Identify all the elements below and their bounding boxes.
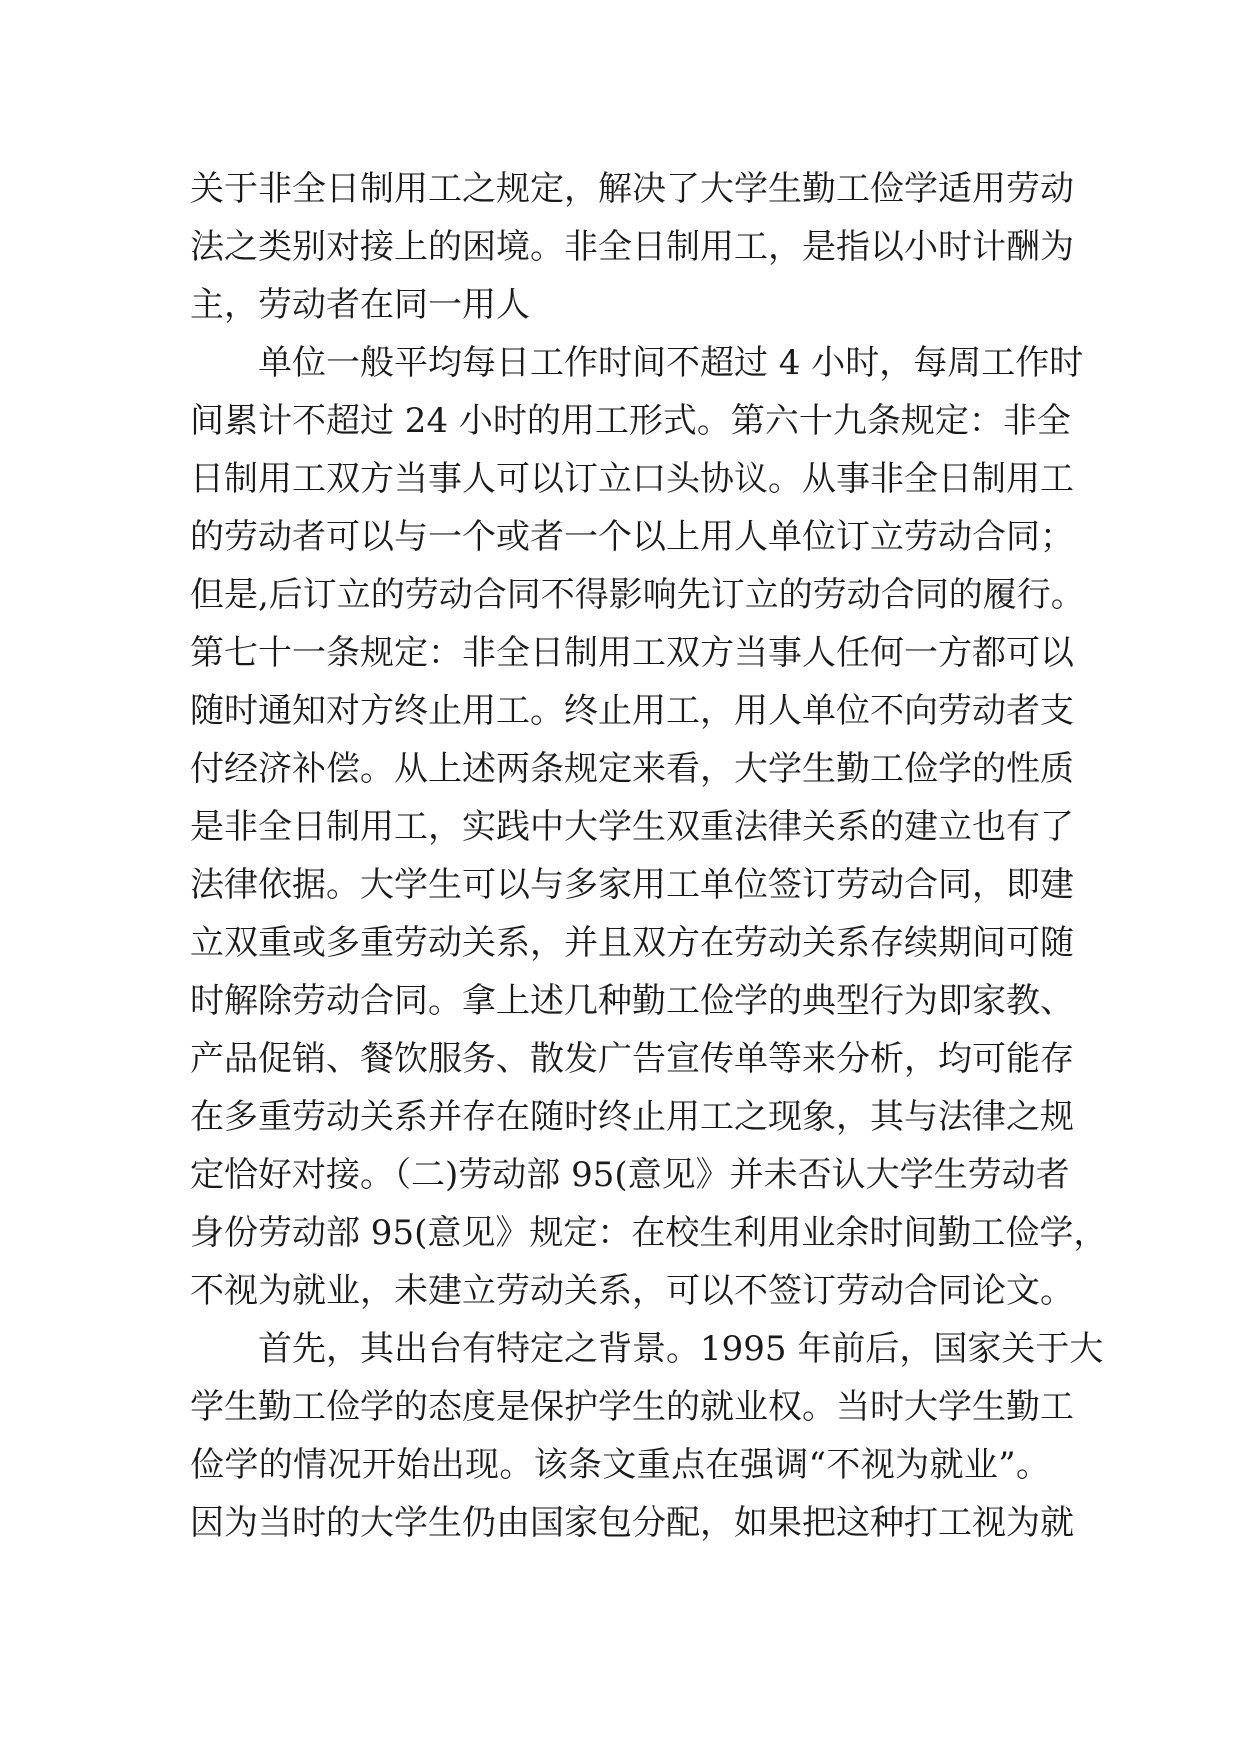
text-line: 立双重或多重劳动关系，并且双方在劳动关系存续期间可随 xyxy=(190,923,1074,963)
text-line: 付经济补偿。从上述两条规定来看，大学生勤工俭学的性质 xyxy=(190,749,1074,789)
text-line: 法律依据。大学生可以与多家用工单位签订劳动合同，即建 xyxy=(190,865,1074,905)
text-line: 因为当时的大学生仍由国家包分配，如果把这种打工视为就 xyxy=(190,1503,1074,1543)
text-line: 俭学的情况开始出现。该条文重点在强调“不视为就业”。 xyxy=(190,1445,1050,1485)
text-line: 的劳动者可以与一个或者一个以上用人单位订立劳动合同； xyxy=(190,517,1074,557)
text-line: 关于非全日制用工之规定，解决了大学生勤工俭学适用劳动 xyxy=(190,169,1074,209)
text-line: 法之类别对接上的困境。非全日制用工，是指以小时计酬为 xyxy=(190,227,1074,267)
text-line: 定恰好对接。（二)劳动部 95(意见》并未否认大学生劳动者 xyxy=(190,1155,1070,1195)
text-line: 学生勤工俭学的态度是保护学生的就业权。当时大学生勤工 xyxy=(190,1387,1074,1427)
text-line: 但是,后订立的劳动合同不得影响先订立的劳动合同的履行。 xyxy=(190,575,1085,615)
body-text xyxy=(190,160,1108,1552)
text-line: 在多重劳动关系并存在随时终止用工之现象，其与法律之规 xyxy=(190,1097,1074,1137)
text-line: 产品促销、餐饮服务、散发广告宣传单等来分析，均可能存 xyxy=(190,1039,1074,1079)
text-line: 时解除劳动合同。拿上述几种勤工俭学的典型行为即家教、 xyxy=(190,981,1074,1021)
text-line: 身份劳动部 95(意见》规定：在校生利用业余时间勤工俭学， xyxy=(190,1213,1108,1253)
text-line: 首先，其出台有特定之背景。1995 年前后，国家关于大 xyxy=(258,1329,1104,1369)
text-line: 日制用工双方当事人可以订立口头协议。从事非全日制用工 xyxy=(190,459,1074,499)
text-line: 不视为就业，未建立劳动关系，可以不签订劳动合同论文。 xyxy=(190,1271,1074,1311)
text-line: 间累计不超过 24 小时的用工形式。第六十九条规定：非全 xyxy=(190,401,1071,441)
text-line: 单位一般平均每日工作时间不超过 4 小时，每周工作时 xyxy=(258,343,1084,383)
text-line: 第七十一条规定：非全日制用工双方当事人任何一方都可以 xyxy=(190,633,1074,673)
text-line: 是非全日制用工，实践中大学生双重法律关系的建立也有了 xyxy=(190,807,1074,847)
text-line: 随时通知对方终止用工。终止用工，用人单位不向劳动者支 xyxy=(190,691,1074,731)
text-line: 主，劳动者在同一用人 xyxy=(190,285,530,325)
